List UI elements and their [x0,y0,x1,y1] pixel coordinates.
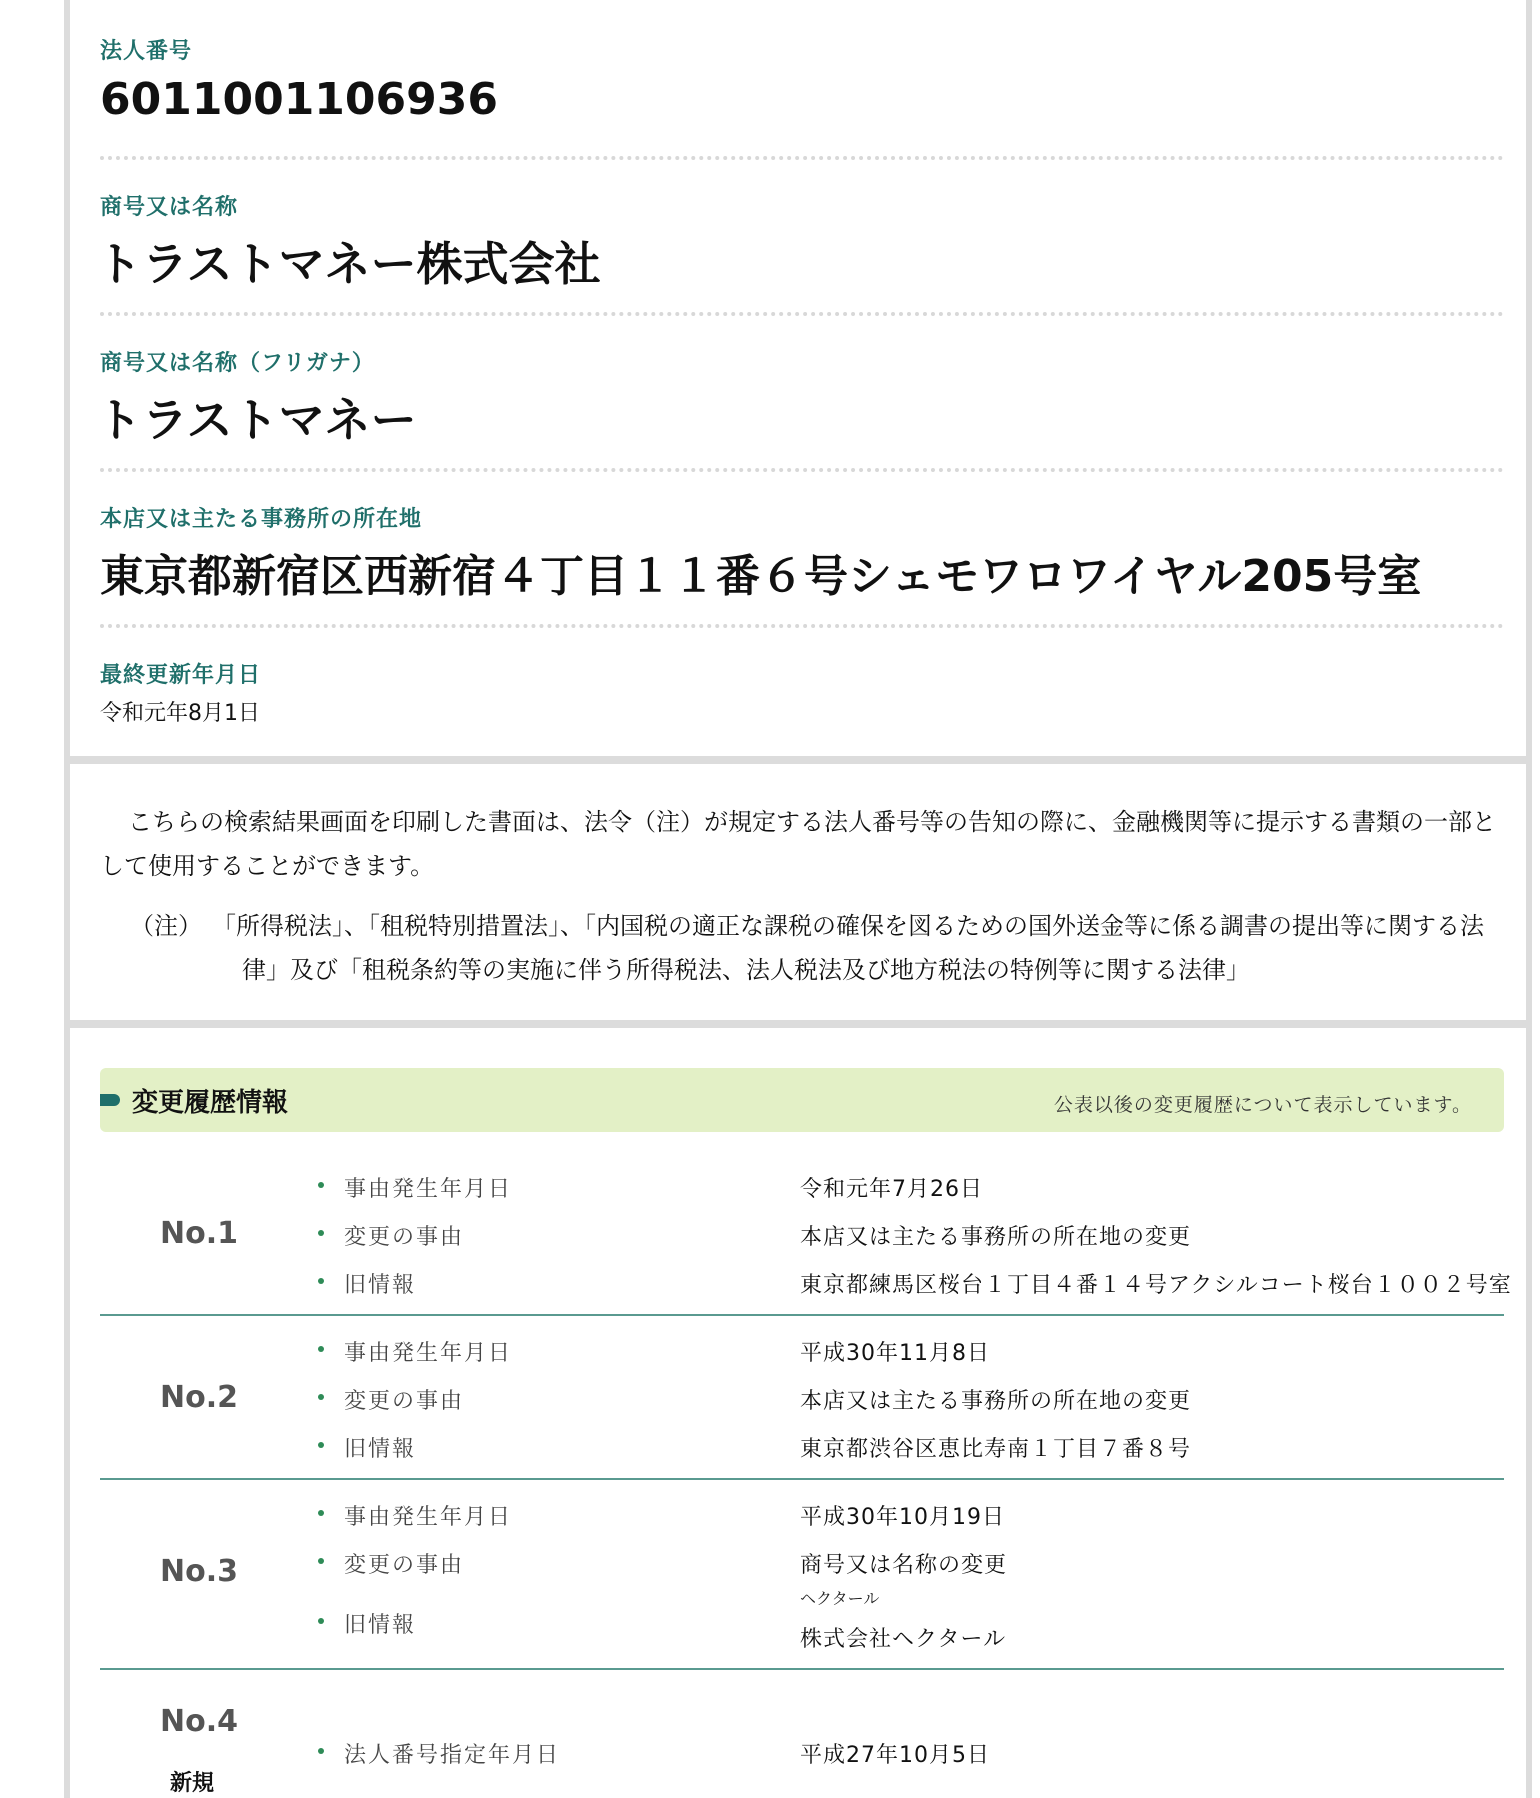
section-divider [64,1020,1532,1028]
row-label: 変更の事由 [344,1225,465,1250]
history-entry [100,1324,1504,1480]
bullet-icon [318,1442,324,1448]
entry-new-badge: 新規 [170,1771,215,1796]
notice-section [100,800,1504,984]
bullet-icon [318,1230,324,1236]
entry-separator [100,1314,1504,1316]
dotted-divider [100,624,1504,628]
row-value: 平成30年10月19日 [800,1505,1005,1530]
bullet-icon [318,1394,324,1400]
history-row [318,1384,1498,1414]
row-label: 事由発生年月日 [344,1505,513,1530]
bullet-icon [318,1346,324,1352]
history-row [318,1220,1498,1250]
corporate-name-label: 商号又は名称 [100,195,239,220]
history-description: 公表以後の変更履歴について表示しています。 [1053,1094,1472,1116]
note-tag: （注） [130,912,202,940]
entry-separator [100,1478,1504,1480]
entry-number: No.1 [160,1216,238,1251]
address-value: 東京都新宿区西新宿４丁目１１番６号シェモワロワイヤル205号室 [100,551,1422,602]
row-value: 東京都渋谷区恵比寿南１丁目７番８号 [800,1437,1192,1462]
row-label: 変更の事由 [344,1553,465,1578]
notice-paragraph: こちらの検索結果画面を印刷した書面は、法令（注）が規定する法人番号等の告知の際に、金融機関等に提示する書類の一部として使用することができます。 [100,808,1496,880]
entry-number: No.2 [160,1380,238,1415]
history-row [318,1548,1498,1578]
ruby-reading: ヘクタール [800,1589,880,1608]
row-label: 旧情報 [344,1273,417,1298]
row-label: 旧情報 [344,1437,417,1462]
row-value: 平成30年11月8日 [800,1341,990,1366]
dotted-divider [100,312,1504,316]
bullet-icon [318,1748,324,1754]
dotted-divider [100,468,1504,472]
dotted-divider [100,156,1504,160]
history-row [318,1172,1498,1202]
bullet-icon [318,1618,324,1624]
corporate-number-label: 法人番号 [100,39,193,64]
header-marker-icon [100,1094,120,1106]
history-header [100,1068,1504,1132]
row-value: 本店又は主たる事務所の所在地の変更 [800,1389,1192,1414]
row-label: 法人番号指定年月日 [344,1743,561,1768]
history-row [318,1589,1498,1652]
row-label: 事由発生年月日 [344,1177,513,1202]
history-title: 変更履歴情報 [132,1088,289,1118]
row-value: 平成27年10月5日 [800,1743,990,1768]
corporate-name: トラストマネー株式会社 [96,237,601,291]
note-text: 「所得税法」、「租税特別措置法」、「内国税の適正な課税の確保を図るための国外送金等に係る調書の提出等に関する法律」及び「租税条約等の実施に伴う所得税法、法人税法及び地方税法の特例等に関する法律」 [212,912,1484,984]
entry-separator [100,1668,1504,1670]
history-entry [100,1488,1504,1670]
row-value: 商号又は名称の変更 [800,1553,1008,1578]
row-value: 令和元年7月26日 [800,1177,983,1202]
bullet-icon [318,1558,324,1564]
bullet-icon [318,1182,324,1188]
row-value: 本店又は主たる事務所の所在地の変更 [800,1225,1192,1250]
corporate-number: 6011001106936 [100,74,498,125]
history-row [318,1500,1498,1530]
entry-number: No.4 [160,1704,238,1739]
entry-number: No.3 [160,1554,238,1589]
bullet-icon [318,1278,324,1284]
history-row [318,1336,1498,1366]
row-value: 東京都練馬区桜台１丁目４番１４号アクシルコート桜台１００２号室 [800,1273,1512,1298]
history-row [318,1268,1512,1298]
history-row [318,1432,1498,1462]
bullet-icon [318,1510,324,1516]
row-value: 株式会社ヘクタール [800,1627,1007,1652]
section-divider [64,756,1532,764]
address-label: 本店又は主たる事務所の所在地 [100,507,423,532]
furigana-label: 商号又は名称（フリガナ） [100,351,375,376]
updated-value: 令和元年8月1日 [100,701,260,726]
row-label: 事由発生年月日 [344,1341,513,1366]
history-row [318,1738,1498,1768]
updated-label: 最終更新年月日 [100,663,262,688]
history-entry [100,1160,1512,1316]
row-label: 旧情報 [344,1613,417,1638]
furigana-value: トラストマネー [96,393,417,447]
row-label: 変更の事由 [344,1389,465,1414]
history-entry [100,1678,1504,1798]
